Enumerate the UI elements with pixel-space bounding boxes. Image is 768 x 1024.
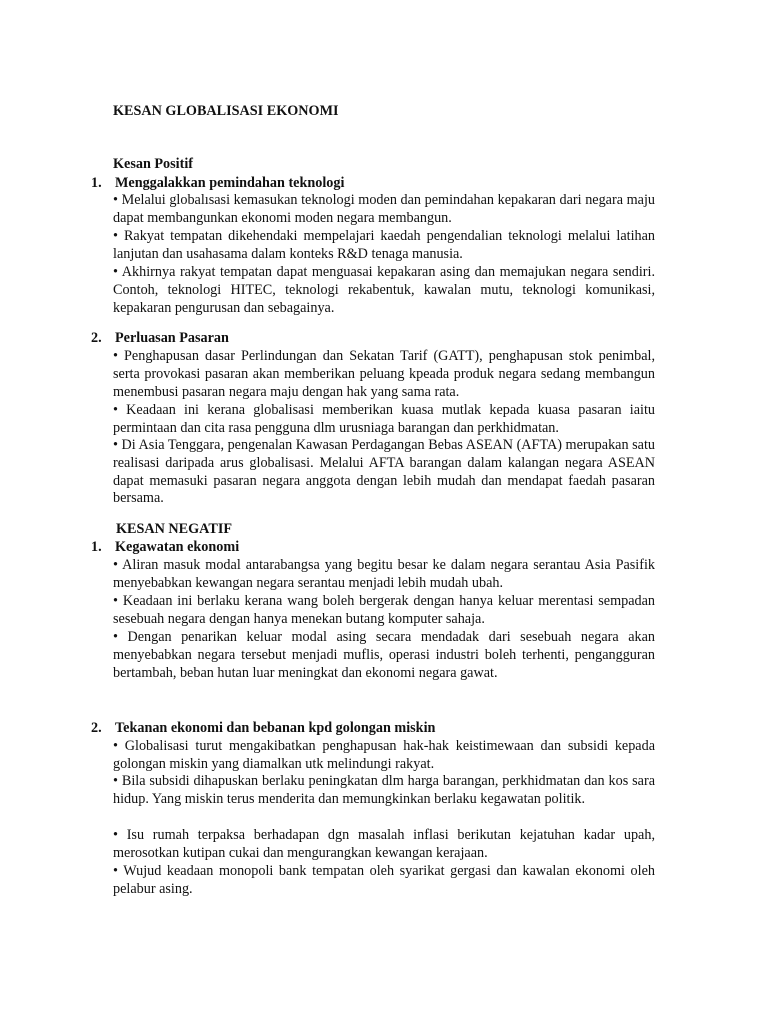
item-number: 1.	[91, 175, 102, 191]
negative-heading: KESAN NEGATIF	[116, 521, 233, 537]
paragraph: • Bila subsidi dihapuskan berlaku peningkatan dlm harga barangan, perkhidmatan dan kos sara hidup. Yang miskin terus menderita dan memungkinkan berlaku kegawatan politik.	[113, 773, 655, 807]
paragraph: • Globalisasi turut mengakibatkan penghapusan hak-hak keistimewaan dan subsidi kepada golongan miskin yang diamalkan utk melindungi rakyat.	[113, 738, 655, 772]
item-number: 1.	[91, 539, 102, 555]
item-number: 2.	[91, 330, 102, 346]
positive-item-1-heading	[91, 175, 344, 192]
negative-item-2-heading	[91, 720, 435, 737]
paragraph: • Aliran masuk modal antarabangsa yang begitu besar ke dalam negara serantau Asia Pasifik menyebabkan kewangan negara serantau menjadi lebih mudah ubah.	[113, 557, 655, 591]
document-title: KESAN GLOBALISASI EKONOMI	[113, 103, 339, 119]
item-title: Menggalakkan pemindahan teknologi	[115, 175, 345, 191]
positive-heading: Kesan Positif	[113, 156, 193, 172]
item-title: Perluasan Pasaran	[115, 330, 229, 346]
paragraph: • Keadaan ini kerana globalisasi memberikan kuasa mutlak kepada kuasa pasaran iaitu permintaan dan cita rasa pengguna dlm urusniaga barangan dan perkhidmatan.	[113, 402, 655, 436]
item-title: Kegawatan ekonomi	[115, 539, 240, 555]
negative-item-1-heading	[91, 539, 239, 556]
paragraph: • Akhirnya rakyat tempatan dapat menguasai kepakaran asing dan memajukan negara sendiri. Contoh, teknologi HITEC, teknologi rekabentuk, kawalan mutu, teknologi komunikasi, kepakaran pengurusan dan sebagainya.	[113, 264, 655, 316]
paragraph: • Wujud keadaan monopoli bank tempatan oleh syarikat gergasi dan kawalan ekonomi oleh pelabur asing.	[113, 863, 655, 897]
paragraph: • Isu rumah terpaksa berhadapan dgn masalah inflasi berikutan kejatuhan kadar upah, merosotkan kutipan cukai dan mengurangkan kewangan kerajaan.	[113, 827, 655, 861]
positive-item-2-heading	[91, 330, 229, 347]
paragraph: • Rakyat tempatan dikehendaki mempelajari kaedah pengendalian teknologi melalui latihan lanjutan dan usahasama dalam konteks R&D tenaga manusia.	[113, 228, 655, 262]
paragraph: • Penghapusan dasar Perlindungan dan Sekatan Tarif (GATT), penghapusan stok penimbal, serta provokasi pasaran akan memberikan peluang kpeada produk negara sedang membangun menembusi pasaran negara maju dengan hak yang sama rata.	[113, 348, 655, 400]
item-number: 2.	[91, 720, 102, 736]
item-title: Tekanan ekonomi dan bebanan kpd golongan miskin	[115, 720, 436, 736]
paragraph: • Melalui globalısasi kemasukan teknologi moden dan pemindahan kepakaran dari negara maju dapat membangunkan ekonomi moden negara membangun.	[113, 192, 655, 226]
paragraph: • Di Asia Tenggara, pengenalan Kawasan Perdagangan Bebas ASEAN (AFTA) merupakan satu realisasi daripada arus globalisasi. Melalui AFTA barangan dalam kalangan negara ASEAN dapat memasuki pasaran negara anggota dengan lebih mudah dan mendapat faedah pasaran bersama.	[113, 437, 655, 507]
paragraph: • Keadaan ini berlaku kerana wang boleh bergerak dengan hanya keluar merentasi sempadan sesebuah negara dengan hanya menekan butang komputer sahaja.	[113, 593, 655, 627]
paragraph: • Dengan penarikan keluar modal asing secara mendadak dari sesebuah negara akan menyebabkan negara tersebut menjadi muflis, operasi industri boleh terhenti, pengangguran bertambah, beban hutan luar meningkat dan ekonomi negara gawat.	[113, 629, 655, 681]
